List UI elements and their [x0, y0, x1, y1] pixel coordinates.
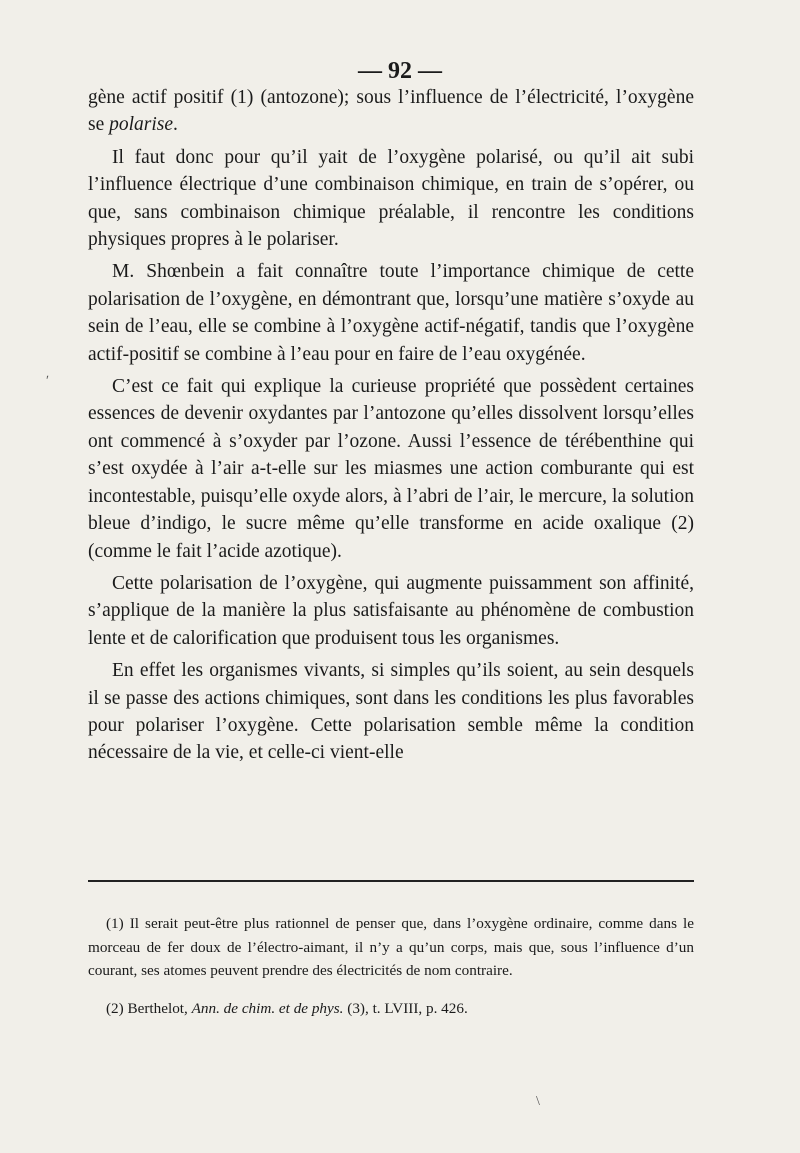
paragraph-6: En effet les organismes vivants, si simples qu’ils soient, au sein desquels il se passe des actions chimiques, sont dans les conditions les plus favorables pour polariser l’oxygène. Cette polarisation semble même la condition nécessaire de la vie, et celle-ci vient-elle: [88, 660, 694, 764]
footnotes: [88, 912, 694, 1020]
paragraph-3: M. Shœnbein a fait connaître toute l’importance chimique de cette polarisation de l’oxygène, en démontrant que, lorsqu’une matière s’oxyde au sein de l’eau, elle se combine à l’oxygène actif-négatif, tandis que l’oxygène actif-positif se combine à l’eau pour en faire de l’eau oxygénée.: [88, 261, 694, 365]
body-text: [88, 84, 694, 767]
footnote-2: (2) Berthelot, Ann. de chim. et de phys. (3), t. LVIII, p. 426.: [106, 999, 468, 1017]
footnote-1: (1) Il serait peut-être plus rationnel de penser que, dans l’oxygène ordinaire, comme dans le morceau de fer doux de l’électro-aimant, il n’y a qu’un corps, mais que, sous l’influence d’un courant, ses atomes peuvent prendre des électricités de nom contraire.: [88, 915, 694, 979]
margin-mark: ʹ: [46, 374, 50, 389]
paragraph-4: C’est ce fait qui explique la curieuse propriété que possèdent certaines essences de devenir oxydantes par l’antozone qu’elles dissolvent lorsqu’elles ont commencé à s’oxyder par l’ozone. Aussi l’essence de térébenthine qui s’est oxydée à l’air a-t-elle sur les miasmes une action comburante qui est incontestable, puisqu’elle oxyde alors, à l’abri de l’air, le mercure, la solution bleue d’indigo, le sucre même qu’elle transforme en acide oxalique (2) (comme le fait l’acide azotique).: [88, 376, 694, 562]
paragraph-2: Il faut donc pour qu’il yait de l’oxygène polarisé, ou qu’il ait subi l’influence électrique d’une combinaison chimique, en train de s’opérer, ou que, sans combinaison chimique préalable, il rencontre les conditions physiques propres à le polariser.: [88, 146, 694, 251]
footnote-divider: [88, 880, 694, 882]
page-mark: \: [536, 1094, 540, 1109]
paragraph-1: gène actif positif (1) (antozone); sous l’influence de l’électricité, l’oxygène se polarise.: [88, 87, 694, 136]
paragraph-5: Cette polarisation de l’oxygène, qui augmente puissamment son affinité, s’applique de la manière la plus satisfaisante au phénomène de combustion lente et de calorification que produisent tous les organismes.: [88, 572, 694, 649]
page-number: — 92 —: [358, 58, 442, 84]
